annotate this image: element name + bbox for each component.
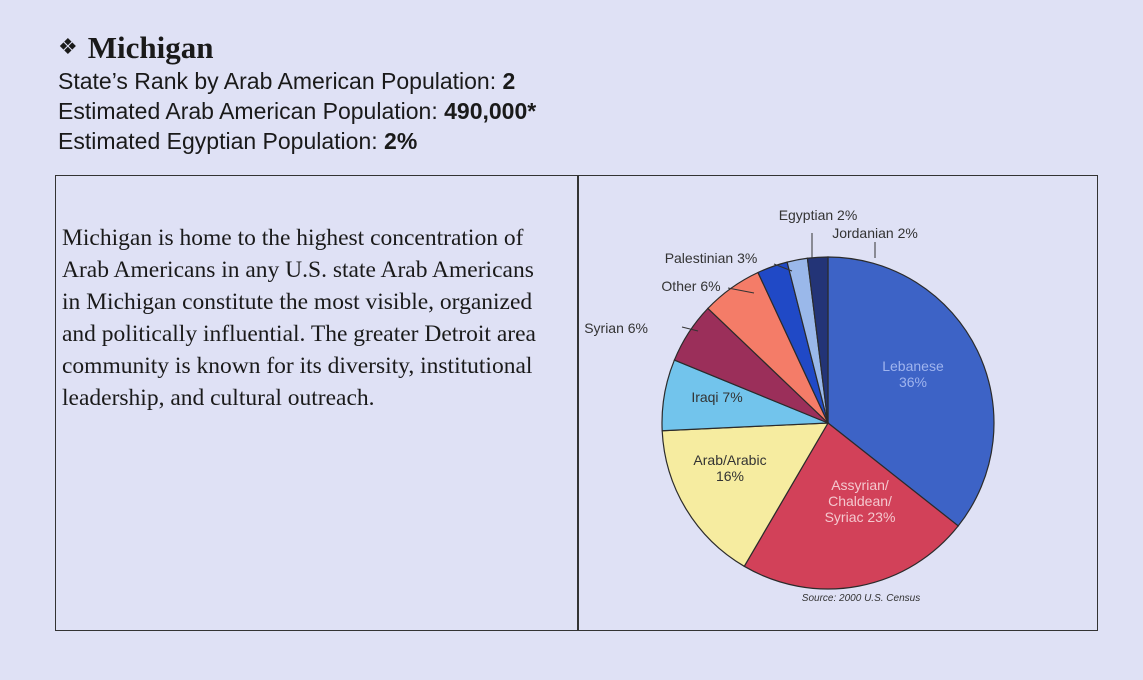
chart-panel	[578, 176, 1097, 630]
data-label-palestinian: Palestinian 3%	[664, 250, 758, 266]
data-label-assyrian: Assyrian/ Chaldean/ Syriac 23%	[824, 477, 896, 525]
data-label-iraqi: Iraqi 7%	[691, 389, 743, 405]
egyptian-label: Estimated Egyptian Population:	[58, 128, 385, 154]
data-label-egyptian: Egyptian 2%	[778, 207, 858, 223]
rank-value: 2	[502, 68, 516, 94]
rank-label: State’s Rank by Arab American Population:	[58, 68, 503, 94]
data-label-other: Other 6%	[661, 278, 721, 294]
title-row	[58, 30, 536, 66]
egyptian-line	[58, 126, 536, 156]
population-label: Estimated Arab American Population:	[58, 98, 445, 124]
state-title: Michigan	[87, 30, 214, 65]
data-label-lebanese: Lebanese 36%	[882, 358, 944, 390]
data-label-arab: Arab/Arabic 16%	[693, 452, 767, 484]
data-label-jordanian: Jordanian 2%	[832, 225, 918, 241]
diamond-bullet-icon: ❖	[58, 35, 78, 60]
population-value: 490,000*	[444, 98, 537, 124]
description-text: Michigan is home to the highest concentration of Arab Americans in any U.S. state Arab Americans in Michigan constitute the most visible, organized and politically influential. The greater Detroit area community is known for its diversity, institutional leadership, and cultural outreach.	[62, 225, 536, 411]
pie-chart	[578, 176, 1097, 630]
egyptian-value: 2%	[384, 128, 418, 154]
info-box	[55, 175, 1098, 631]
rank-line	[58, 66, 536, 96]
header	[58, 30, 536, 156]
source-caption: Source: 2000 U.S. Census	[801, 593, 921, 604]
data-label-syrian: Syrian 6%	[584, 320, 648, 336]
population-line	[58, 96, 536, 126]
